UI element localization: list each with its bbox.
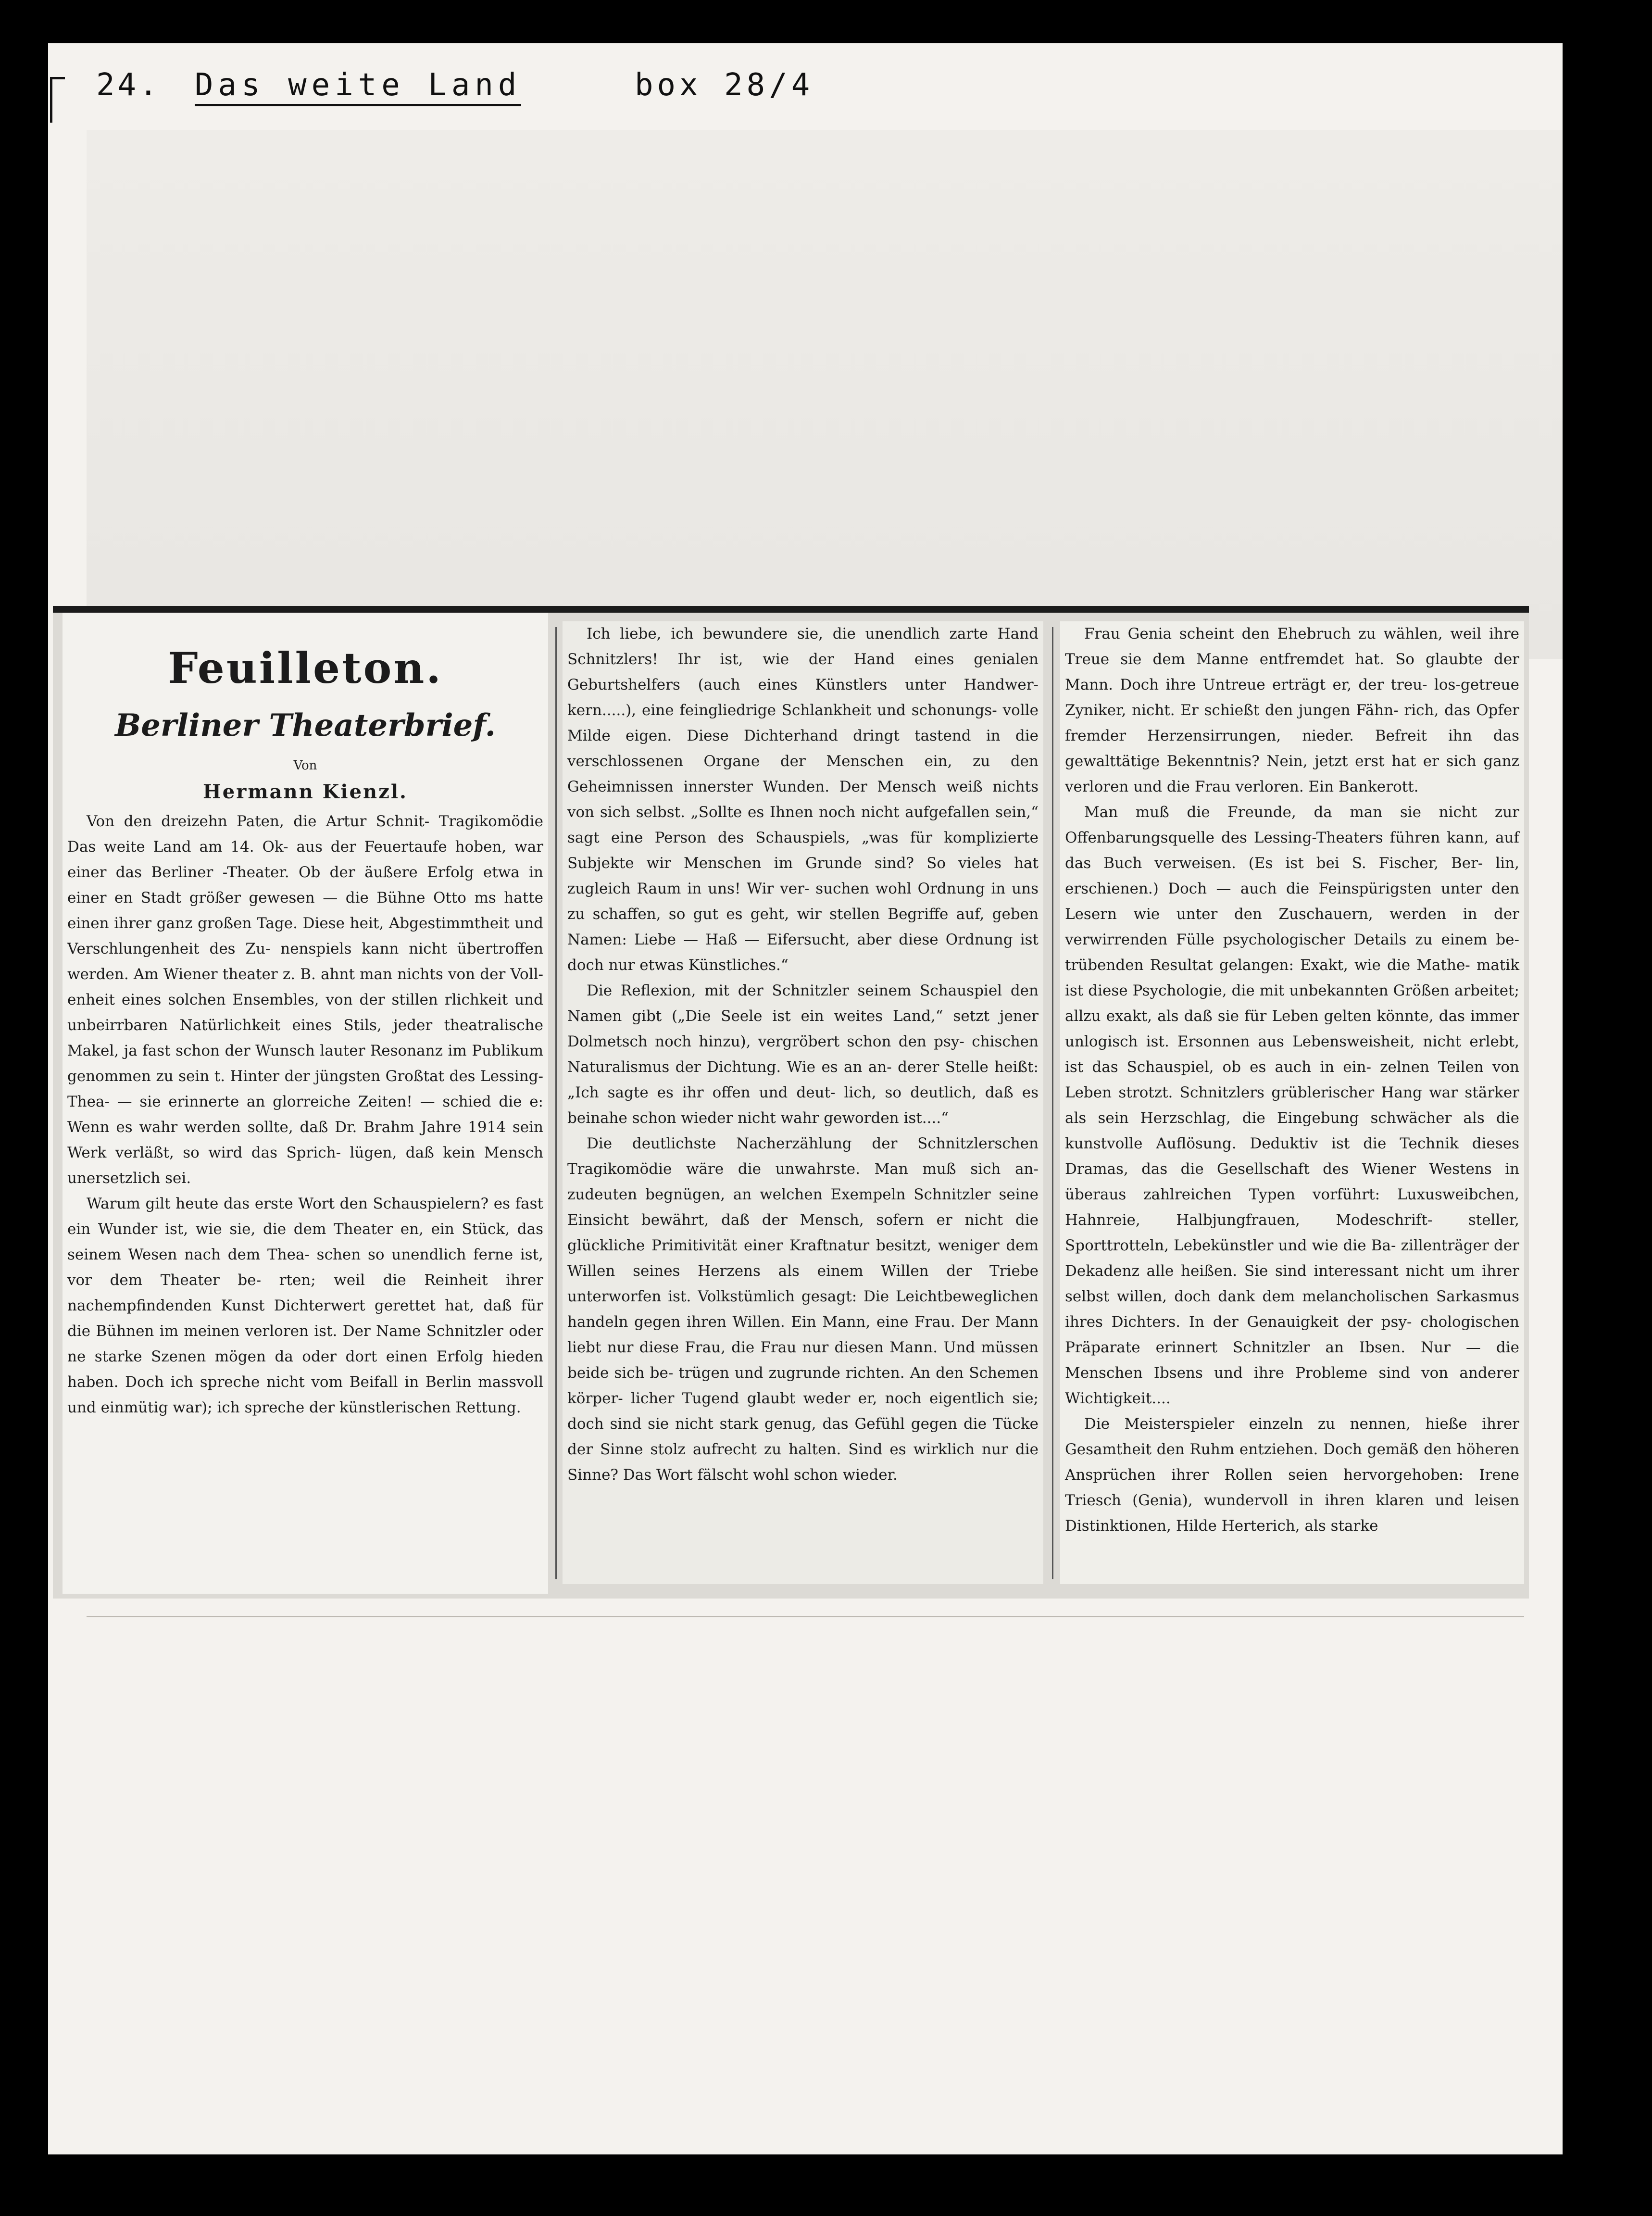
clipping-lower-edge <box>87 1616 1524 1617</box>
paragraph: Die Reflexion, mit der Schnitzler seinem Schauspiel den Namen gibt („Die Seele ist ein weites Land,“ setzt jener Dolmetsch noch hinzu), vergröbert schon den psy- chischen Naturalismus der Dichtung. Wie es an an- derer Stelle heißt: „Ich sagte es ihr offen und deut- lich, so deutlich, daß es beinahe schon wieder nicht wahr geworden ist....“ <box>567 982 1039 1127</box>
paragraph: Man muß die Freunde, da man sie nicht zur Offenbarungsquelle des Lessing-Theaters führen kann, auf das Buch verweisen. (Es ist bei S. Fischer, Ber- lin, erschienen.) Doch — auch die Feinspürigsten unter den Lesern wie unter den Zuschauern, werden in der verwirrenden Fülle psychologischer Details zu einem be- trübenden Resultat gelangen: Exakt, wie die Mathe- matik ist diese Psychologie, die mit unbekannten Größen arbeitet; allzu exakt, als daß sie für Leben gelten könnte, das immer unlogisch ist. Ersonnen aus Lebensweisheit, nicht erlebt, ist das Schauspiel, ob es auch in ein- zelnen Teilen von Leben strotzt. Schnitzlers grüblerischer Hang war stärker als sein Herzschlag, die Eingebung schwächer als die kunstvolle Auflösung. Deduktiv ist die Technik dieses Dramas, das die Gesellschaft des Wiener Westens in überaus zahlreichen Typen vorführt: Luxusweibchen, Hahnreie, Halbjungfrauen, Modeschrift- steller, Sporttrotteln, Lebekünstler und wie die Ba- zillenträger der Dekadenz alle heißen. Sie sind interessant nicht um ihrer selbst willen, doch dank dem melancholischen Sarkasmus ihres Dichters. In der Genauigkeit der psy- chologischen Präparate erinnert Schnitzler an Ibsen. Nur — die Menschen Ibsens und ihre Probleme sind von anderer Wichtigkeit.... <box>1065 804 1519 1407</box>
corner-bracket-mark <box>50 77 65 123</box>
column-rule <box>555 627 557 1579</box>
paragraph: Von den dreizehn Paten, die Artur Schnit- Tragikomödie Das weite Land am 14. Ok- aus der Feuertaufe hoben, war einer das Berliner -Theater. Ob der äußere Erfolg etwa in einer en Stadt größer gewesen — die Bühne Otto ms hatte einen ihrer ganz großen Tage. Diese heit, Abgestimmtheit und Verschlungenheit des Zu- nenspiels kann nicht übertroffen werden. Am Wiener theater z. B. ahnt man nichts von der Voll- enheit eines solchen Ensembles, von der stillen rlichkeit und unbeirrbaren Natürlichkeit eines Stils, jeder theatralische Makel, ja fast schon der Wunsch lauter Resonanz im Publikum genommen zu sein t. Hinter der jüngsten Großtat des Lessing-Thea- — sie erinnerte an glorreiche Zeiten! — schied die e: Wenn es wahr werden sollte, daß Dr. Brahm Jahre 1914 sein Werk verläßt, so wird das Sprich- lügen, daß kein Mensch unersetzlich sei. <box>67 813 543 1187</box>
paragraph: Warum gilt heute das erste Wort den Schauspielern? es fast ein Wunder ist, wie sie, die dem Theater en, ein Stück, das seinem Wesen nach dem Thea- schen so unendlich ferne ist, vor dem Theater be- rten; weil die Reinheit ihrer nachempfindenden Kunst Dichterwert gerettet hat, daß für die Bühnen im meinen verloren ist. Der Name Schnitzler oder ne starke Szenen mögen da oder dort einen Erfolg hieden haben. Doch ich spreche nicht vom Beifall in Berlin massvoll und einmütig war); ich spreche der künstlerischen Rettung. <box>67 1195 543 1416</box>
column-rule <box>1052 627 1053 1579</box>
paragraph: Frau Genia scheint den Ehebruch zu wählen, weil ihre Treue sie dem Manne entfremdet hat. So glaubte der Mann. Doch ihre Untreue erträgt er, der treu- los-getreue Zyniker, nicht. Er schießt den jungen Fähn- rich, das Opfer fremder Herzensirrungen, nieder. Befreit ihn das gewalttätige Bekenntnis? Nein, jetzt erst hat er sich ganz verloren und die Frau verloren. Ein Bankerott. <box>1065 625 1519 795</box>
play-title: Das weite Land <box>195 67 521 106</box>
box-label: box 28/4 <box>635 67 814 103</box>
paragraph: Die deutlichste Nacherzählung der Schnitzlerschen Tragikomödie wäre die unwahrste. Man muß sich an- zudeuten begnügen, an welchen Exempeln Schnitzler seine Einsicht bewährt, daß der Mensch, sofern er nicht die glückliche Primitivität einer Kraftnatur besitzt, weniger dem Willen seines Herzens als einem Willen der Triebe unterworfen ist. Volkstümlich gesagt: Die Leichtbeweglichen handeln gegen ihren Willen. Ein Mann, eine Frau. Der Mann liebt nur diese Frau, die Frau nur diesen Mann. Und müssen beide sich be- trügen und zugrunde richten. An den Schemen körper- licher Tugend glaubt weder er, noch eigentlich sie; doch sind sie nicht stark genug, das Gefühl gegen die Tücke der Sinne stolz aufrecht zu halten. Sind es wirklich nur die Sinne? Das Wort fälscht wohl schon wieder. <box>567 1135 1039 1484</box>
section-heading: Feuilleton. <box>168 643 443 693</box>
newspaper-clipping <box>53 606 1529 1599</box>
article-author: Hermann Kienzl. <box>203 781 408 803</box>
paragraph: Die Meisterspieler einzeln zu nennen, hieße ihrer Gesamtheit den Ruhm entziehen. Doch gemäß den höheren Ansprüchen ihrer Rollen seien hervorgehoben: Irene Triesch (Genia), wundervoll in ihren klaren und leisen Distinktionen, Hilde Herterich, als starke <box>1065 1415 1519 1535</box>
article-column-2 <box>563 621 1043 1584</box>
archive-sheet <box>48 43 1563 2154</box>
byline-prefix: Von <box>293 758 317 773</box>
article-title: Berliner Theaterbrief. <box>115 707 496 743</box>
item-number: 24. <box>96 67 161 103</box>
article-column-3 <box>1060 621 1524 1584</box>
blank-mount-area <box>87 130 1563 659</box>
paragraph: Ich liebe, ich bewundere sie, die unendlich zarte Hand Schnitzlers! Ihr ist, wie der Hand eines genialen Geburtshelfers (auch eines Künstlers unter Handwer- kern.....), eine feingliedrige Schlankheit und schonungs- volle Milde eigen. Diese Dichterhand dringt tastend in die verschlossenen Organe der Menschen ein, zu den Geheimnissen innerster Wunden. Der Mensch weiß nichts von sich selbst. „Sollte es Ihnen noch nicht aufgefallen sein,“ sagt eine Person des Schauspiels, „was für komplizierte Subjekte wir Menschen im Grunde sind? So vieles hat zugleich Raum in uns! Wir ver- suchen wohl Ordnung in uns zu schaffen, so gut es geht, wir stellen Begriffe auf, geben Namen: Liebe — Haß — Eifersucht, aber diese Ordnung ist doch nur etwas Künstliches.“ <box>567 625 1039 974</box>
article-column-1 <box>63 613 548 1594</box>
